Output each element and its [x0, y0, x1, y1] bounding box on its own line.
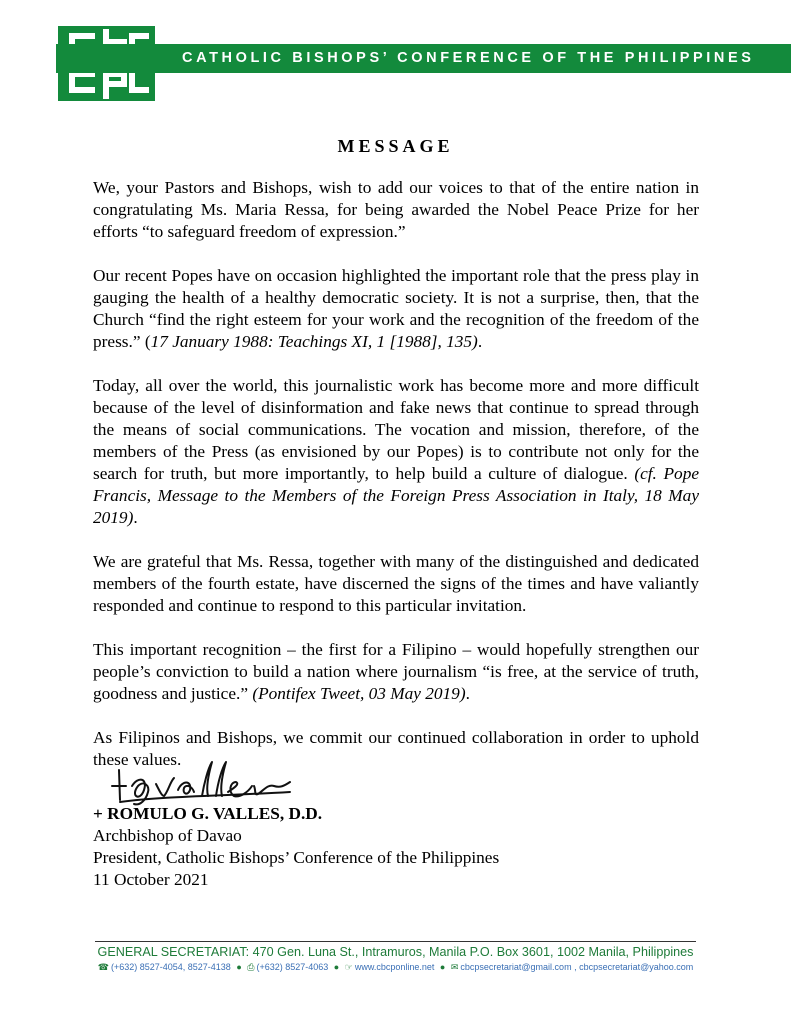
paragraph: We are grateful that Ms. Ressa, together with many of the distinguished and dedicated members of the fourth estate, have discerned the signs of the times and have valiantly responded and continue to respond to this particular invitation. — [93, 552, 699, 615]
message-body — [93, 177, 699, 771]
separator-dot: ● — [439, 962, 446, 972]
citation: 17 January 1988: Teachings XI, 1 [1988], 135) — [150, 332, 478, 351]
signature-block — [93, 803, 499, 891]
footer-address: GENERAL SECRETARIAT: 470 Gen. Luna St., Intramuros, Manila P.O. Box 3601, 1002 Manila, Philippines — [97, 945, 694, 959]
web-icon: ☞ — [344, 962, 353, 972]
separator-dot: ● — [236, 962, 242, 972]
email-links[interactable]: cbcpsecretariat@gmail.com , cbcpsecretariat@yahoo.com — [460, 962, 694, 972]
fax-icon: ⎙ — [247, 962, 255, 972]
website-link[interactable]: www.cbcponline.net — [354, 962, 435, 972]
page-title: MESSAGE — [337, 136, 454, 156]
signatory-position: President, Catholic Bishops’ Conference of the Philippines — [93, 848, 500, 867]
phone-icon: ☎ — [97, 962, 109, 972]
signatory-role: Archbishop of Davao — [93, 826, 242, 845]
footer-contacts — [0, 962, 791, 973]
phone-numbers: (+632) 8527-4054, 8527-4138 — [110, 962, 231, 972]
paragraph: We, your Pastors and Bishops, wish to add our voices to that of the entire nation in congratulating Ms. Maria Ressa, for being awarded the Nobel Peace Prize for her efforts “to safeguard freedom of expression.” — [93, 178, 699, 241]
paragraph: Our recent Popes have on occasion highlighted the important role that the press play in gauging the health of a healthy democratic society. It is not a surprise, then, that the Church “find the right esteem for your work and the recognition of the freedom of the press.” (17 January 1988: Teachings XI, 1 [1988], 135). — [93, 266, 699, 351]
separator-dot: ● — [333, 962, 340, 972]
citation: (cf. Pope Francis, Message to the Members of the Foreign Press Association in Italy, 18 May 2019) — [93, 464, 700, 527]
paragraph: As Filipinos and Bishops, we commit our continued collaboration in order to uphold these values. — [93, 728, 699, 769]
footer-divider — [95, 941, 696, 942]
mail-icon: ✉ — [450, 962, 459, 972]
organization-name: CATHOLIC BISHOPS’ CONFERENCE OF THE PHILIPPINES — [182, 50, 755, 66]
citation: (Pontifex Tweet, 03 May 2019) — [252, 684, 466, 703]
paragraph: Today, all over the world, this journalistic work has become more and more difficult because of the level of disinformation and fake news that continue to spread through the means of social communications. The vocation and mission, therefore, of the members of the Press (as envisioned by our Popes) is to contribute not only for the search for truth, but more importantly, to help build a culture of dialogue. (cf. Pope Francis, Message to the Members of the Foreign Press Association in Italy, 18 May 2019). — [93, 376, 700, 527]
fax-number: (+632) 8527-4063 — [256, 962, 329, 972]
document-date: 11 October 2021 — [93, 870, 209, 889]
paragraph: This important recognition – the first for a Filipino – would hopefully strengthen our people’s conviction to build a nation where journalism “is free, at the service of truth, goodness and justice.” (Pontifex Tweet, 03 May 2019). — [93, 640, 699, 703]
signatory-name: + ROMULO G. VALLES, D.D. — [93, 804, 323, 823]
